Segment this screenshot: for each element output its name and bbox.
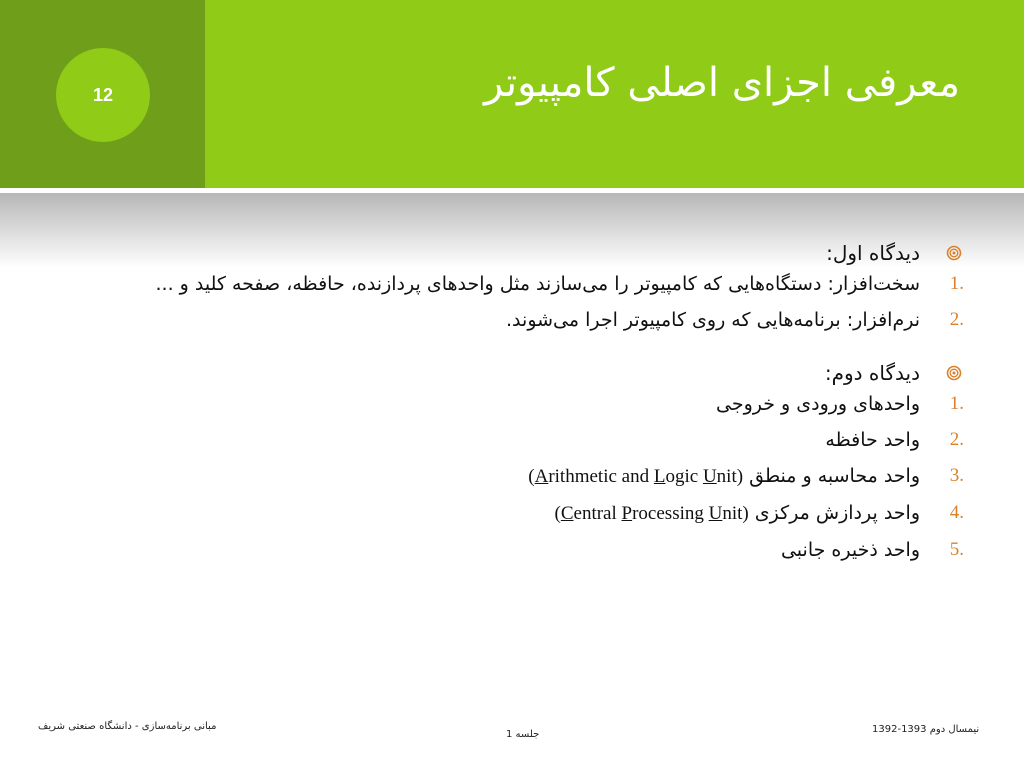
list-item bbox=[40, 462, 964, 491]
list-item-text: نرم‌افزار: برنامه‌هایی که روی کامپیوتر اجرا می‌شوند. bbox=[506, 309, 920, 331]
list-item-text: واحد پردازش مرکزی bbox=[754, 502, 920, 524]
slide-content bbox=[40, 236, 964, 572]
slide-number: 12 bbox=[92, 84, 114, 105]
footer-semester: نیمسال دوم 1393-1392 bbox=[872, 724, 980, 735]
list-number: 4. bbox=[949, 502, 964, 523]
section-heading bbox=[40, 356, 920, 390]
slide-number-badge bbox=[56, 48, 150, 142]
list-item bbox=[40, 306, 964, 334]
list-item bbox=[40, 499, 964, 528]
list-item-text: سخت‌افزار: دستگاه‌هایی که کامپیوتر را می‌سازند مثل واحدهای پردازنده، حافظه، صفحه کلید و ... bbox=[155, 273, 920, 295]
list-number: 2. bbox=[949, 309, 964, 330]
list-item-text: واحد حافظه bbox=[825, 429, 920, 451]
header-accent-panel bbox=[0, 0, 205, 188]
section-heading-text: دیدگاه دوم: bbox=[824, 361, 920, 385]
list-item bbox=[40, 390, 964, 418]
list-item-text: واحد ذخیره جانبی bbox=[780, 539, 920, 561]
list-number: 5. bbox=[949, 539, 964, 560]
list-item bbox=[40, 536, 964, 564]
list-number: 1. bbox=[949, 393, 964, 414]
list-item bbox=[40, 270, 964, 298]
list-item bbox=[40, 426, 964, 454]
list-number: 1. bbox=[949, 273, 964, 294]
english-term: (Arithmetic and Logic Unit) bbox=[528, 466, 744, 487]
list-item-text: واحدهای ورودی و خروجی bbox=[716, 393, 920, 415]
footer-session: جلسه 1 bbox=[506, 729, 540, 740]
list-number: 2. bbox=[949, 429, 964, 450]
english-term: (Central Processing Unit) bbox=[554, 503, 749, 524]
list-item-text: واحد محاسبه و منطق bbox=[749, 465, 920, 487]
target-bullet-icon bbox=[946, 365, 962, 381]
section-heading-text: دیدگاه اول: bbox=[826, 241, 920, 265]
target-bullet-icon bbox=[946, 245, 962, 261]
footer-course: مبانی برنامه‌سازی - دانشگاه صنعتی شریف bbox=[38, 721, 217, 732]
slide-title: معرفی اجزای اصلی کامپیوتر bbox=[483, 60, 960, 106]
section-heading bbox=[40, 236, 920, 270]
list-number: 3. bbox=[949, 465, 964, 486]
